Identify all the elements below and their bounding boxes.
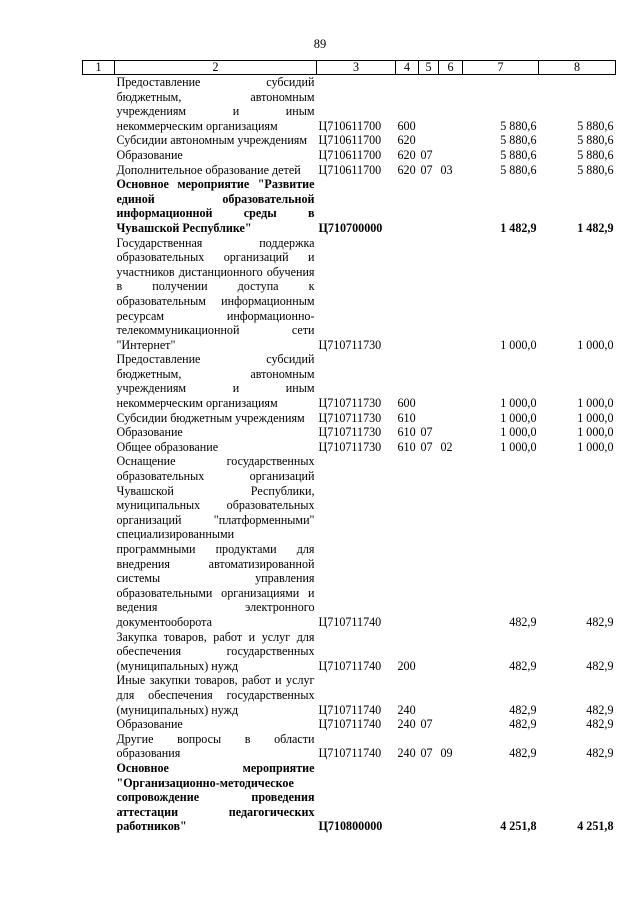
row-code: Ц710711740 [318,658,382,673]
row-code: Ц710711730 [318,425,382,440]
row-subsection [439,673,463,717]
row-vr: 240 [397,746,416,761]
row-name: Основное мероприятие "Развитие единой образовательной информационной среды в Чувашской Республике" [116,177,315,235]
row-amount-2: 1 000,0 [577,425,614,440]
row-subsection: 09 [440,746,453,761]
row-code: Ц710711740 [318,746,382,761]
row-amount-1: 1 000,0 [500,439,537,454]
row-vr: 240 [397,717,416,732]
row-amount-2: 482,9 [586,746,614,761]
table-header [83,61,616,75]
row-section: 07 [420,162,433,177]
row-section [419,454,439,629]
row-code: Ц710711730 [318,410,382,425]
row-section: 07 [420,717,433,732]
row-section [419,75,439,134]
row-amount-1: 5 880,6 [500,162,537,177]
row-amount-1: 5 880,6 [500,118,537,133]
table-row [83,440,616,455]
row-code: Ц710711740 [318,614,382,629]
row-section [419,630,439,674]
header-col-1: 1 [83,61,115,75]
header-col-3: 3 [317,61,396,75]
row-index-cell [83,732,115,761]
row-section: 07 [420,425,433,440]
row-index-cell [83,148,115,163]
row-code: Ц710611700 [318,162,382,177]
table-row [83,630,616,674]
row-amount-1: 1 000,0 [500,337,537,352]
row-section [419,673,439,717]
row-code: Ц710700000 [318,220,383,235]
row-index-cell [83,440,115,455]
row-amount-1: 482,9 [509,658,537,673]
row-vr [396,454,419,629]
row-name: Иные закупки товаров, работ и услуг для обеспечения государственных (муниципальных) нужд [116,673,315,717]
row-code: Ц710611700 [318,133,382,148]
row-section: 07 [420,147,433,162]
row-index-cell [83,630,115,674]
row-name: Закупка товаров, работ и услуг для обеспечения государственных (муниципальных) нужд [116,629,315,673]
row-vr: 620 [397,133,416,148]
header-row [83,61,616,75]
table-row [83,75,616,134]
row-amount-2: 4 251,8 [577,819,614,834]
table-row [83,411,616,426]
row-code: Ц710711730 [318,337,382,352]
row-name: Оснащение государственных образовательных организаций Чувашской Республики, муниципальных образовательных организаций "платформенными" специализированными программными продуктами для внедрения автоматизированной системы управления образовательными организациями и ведения электронного документооборота [116,454,315,629]
row-amount-2: 5 880,6 [577,118,614,133]
table-row [83,148,616,163]
budget-table [82,60,616,834]
table-row [83,236,616,353]
row-section [419,236,439,353]
row-subsection: 03 [440,162,453,177]
row-index-cell [83,717,115,732]
row-section [419,177,439,235]
row-name: Общее образование [116,439,219,454]
row-amount-2: 1 000,0 [577,337,614,352]
row-vr: 200 [397,658,416,673]
row-subsection [439,177,463,235]
table-row [83,133,616,148]
row-amount-1: 5 880,6 [500,147,537,162]
row-amount-1: 482,9 [509,702,537,717]
row-vr: 620 [397,147,416,162]
row-amount-1: 4 251,8 [500,819,537,834]
row-index-cell [83,411,115,426]
row-subsection [439,352,463,410]
table-row [83,352,616,410]
row-index-cell [83,133,115,148]
row-index-cell [83,454,115,629]
table-row [83,673,616,717]
row-vr [396,236,419,353]
row-name: Основное мероприятие "Организационно-методическое сопровождение проведения аттестации педагогических работников" [116,760,315,834]
row-index-cell [83,425,115,440]
row-amount-2: 1 482,9 [577,220,614,235]
row-code: Ц710800000 [318,819,383,834]
row-name: Дополнительное образование детей [116,162,301,177]
row-subsection [439,761,463,834]
row-amount-2: 482,9 [586,658,614,673]
row-index-cell [83,236,115,353]
table-row [83,761,616,834]
row-amount-1: 5 880,6 [500,133,537,148]
row-name: Образование [116,425,183,440]
row-section: 07 [420,746,433,761]
row-vr [396,761,419,834]
row-amount-1: 1 000,0 [500,425,537,440]
table-row [83,717,616,732]
row-amount-2: 5 880,6 [577,133,614,148]
table-row [83,732,616,761]
row-name: Предоставление субсидий бюджетным, автономным учреждениям и иным некоммерческим организациям [116,75,315,133]
row-vr: 600 [397,118,416,133]
row-index-cell [83,75,115,134]
row-index-cell [83,761,115,834]
row-code: Ц710711730 [318,396,382,411]
table-row [83,177,616,235]
row-amount-2: 5 880,6 [577,147,614,162]
row-amount-2: 5 880,6 [577,162,614,177]
row-name: Государственная поддержка образовательных организаций и участников дистанционного обучения в получении доступа к образовательным информационным ресурсам информационно-телекоммуникационной сети "Интернет" [116,235,315,352]
row-subsection: 02 [440,439,453,454]
row-amount-1: 482,9 [509,746,537,761]
row-subsection [439,148,463,163]
row-vr: 610 [397,410,416,425]
row-section: 07 [420,439,433,454]
row-subsection [439,630,463,674]
header-col-6: 6 [439,61,463,75]
row-amount-2: 482,9 [586,702,614,717]
row-subsection [439,75,463,134]
row-index-cell [83,177,115,235]
row-vr: 620 [397,162,416,177]
row-section [419,411,439,426]
row-subsection [439,411,463,426]
row-name: Образование [116,717,183,732]
row-subsection [439,425,463,440]
row-amount-2: 482,9 [586,717,614,732]
row-amount-1: 1 482,9 [500,220,537,235]
row-subsection [439,454,463,629]
page-number: 89 [313,37,327,51]
row-index-cell [83,163,115,178]
row-section [419,352,439,410]
table-body [83,75,616,834]
row-vr: 240 [397,702,416,717]
row-name: Субсидии бюджетным учреждениям [116,410,305,425]
row-vr: 600 [397,396,416,411]
row-code: Ц710611700 [318,118,382,133]
row-vr: 610 [397,439,416,454]
row-subsection [439,717,463,732]
row-amount-1: 482,9 [509,717,537,732]
header-col-7: 7 [463,61,539,75]
row-amount-2: 1 000,0 [577,410,614,425]
row-amount-1: 1 000,0 [500,410,537,425]
row-amount-1: 482,9 [509,614,537,629]
table-row [83,163,616,178]
row-section [419,761,439,834]
row-name: Предоставление субсидий бюджетным, автономным учреждениям и иным некоммерческим организациям [116,352,315,411]
row-code: Ц710711740 [318,702,382,717]
row-subsection [439,133,463,148]
row-index-cell [83,352,115,410]
row-name: Другие вопросы в области образования [116,731,315,761]
header-col-2: 2 [115,61,317,75]
row-name: Образование [116,147,183,162]
row-code: Ц710711740 [318,717,382,732]
table-row [83,454,616,629]
table-row [83,425,616,440]
header-col-8: 8 [539,61,616,75]
row-section [419,133,439,148]
header-col-5: 5 [419,61,439,75]
row-name: Субсидии автономным учреждениям [116,133,308,148]
row-code: Ц710711730 [318,439,382,454]
row-amount-2: 1 000,0 [577,439,614,454]
row-vr: 610 [397,425,416,440]
row-vr [396,177,419,235]
row-amount-1: 1 000,0 [500,396,537,411]
header-col-4: 4 [396,61,419,75]
row-amount-2: 1 000,0 [577,396,614,411]
row-subsection [439,236,463,353]
row-index-cell [83,673,115,717]
row-code: Ц710611700 [318,147,382,162]
row-amount-2: 482,9 [586,614,614,629]
